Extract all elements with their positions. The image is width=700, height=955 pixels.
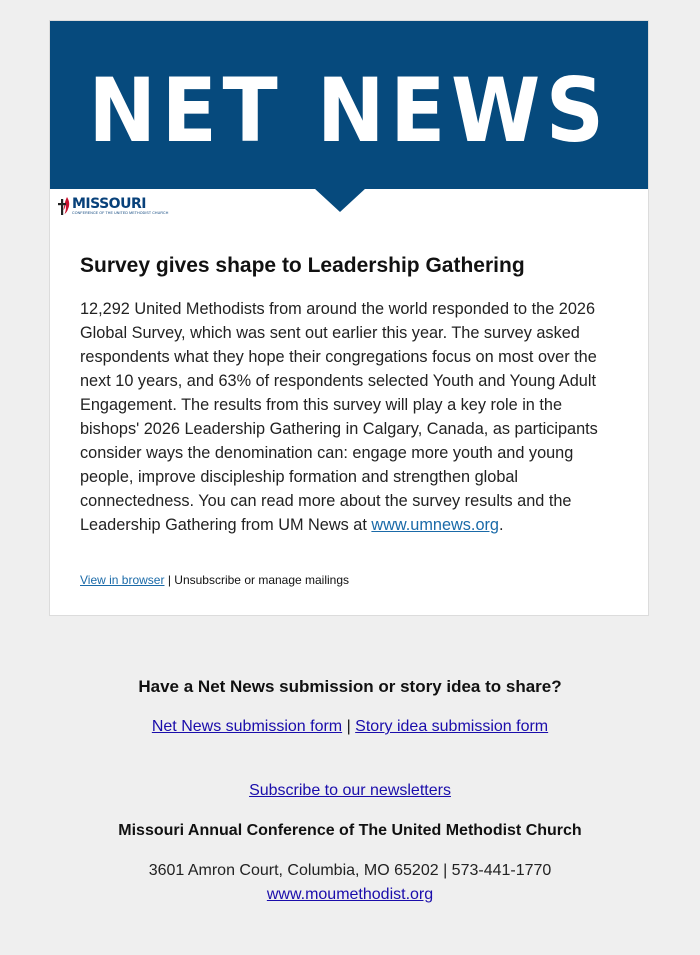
- submission-links: [0, 717, 700, 737]
- footer-separator: |: [164, 573, 175, 587]
- logo-subtitle: CONFERENCE OF THE UNITED METHODIST CHURCH: [72, 211, 169, 215]
- subscribe-link[interactable]: Subscribe to our newsletters: [249, 782, 451, 799]
- card-footer: [80, 572, 349, 588]
- article-body-end: .: [498, 516, 504, 534]
- view-in-browser-link[interactable]: View in browser: [80, 573, 165, 587]
- organization-address: 3601 Amron Court, Columbia, MO 65202 | 573-441-1770: [148, 862, 552, 879]
- banner-notch: [314, 188, 366, 212]
- submission-separator: |: [342, 718, 356, 735]
- logo-name: MISSOURI: [72, 196, 146, 212]
- submission-form-link[interactable]: Net News submission form: [151, 718, 343, 735]
- website-row: [0, 885, 700, 905]
- article-body: [80, 297, 625, 537]
- umnews-link[interactable]: www.umnews.org: [371, 516, 499, 534]
- unsubscribe-text[interactable]: Unsubscribe or manage mailings: [174, 573, 350, 587]
- missouri-logo: [57, 196, 168, 216]
- newsletter-card: [49, 20, 649, 616]
- subscribe-row: [0, 781, 700, 801]
- article-body-text: 12,292 United Methodists from around the world responded to the 2026 Global Survey, which was sent out earlier this year. The survey asked respondents what they hope their congregations focus on most over the next 10 years, and 63% of respondents selected Youth and Young Adult Engagement. The results from this survey will play a key role in the bishops' 2026 Leadership Gathering in Calgary, Canada, as participants consider ways the denomination can: engage more youth and young people, improve discipleship formation and strengthen global connectedness. You can read more about the survey results and the Leadership Gathering from UM News at: [80, 300, 598, 534]
- submission-question: Have a Net News submission or story idea to share?: [138, 677, 562, 696]
- story-idea-form-link[interactable]: Story idea submission form: [355, 718, 549, 735]
- logo-text: [72, 197, 168, 215]
- header-banner: [50, 21, 648, 189]
- banner-title: NET NEWS: [88, 59, 610, 162]
- organization-name: Missouri Annual Conference of The United Methodist Church: [118, 822, 582, 839]
- cross-and-flame-icon: [57, 196, 71, 216]
- website-link[interactable]: www.moumethodist.org: [266, 886, 434, 903]
- article-headline: Survey gives shape to Leadership Gathering: [80, 254, 525, 277]
